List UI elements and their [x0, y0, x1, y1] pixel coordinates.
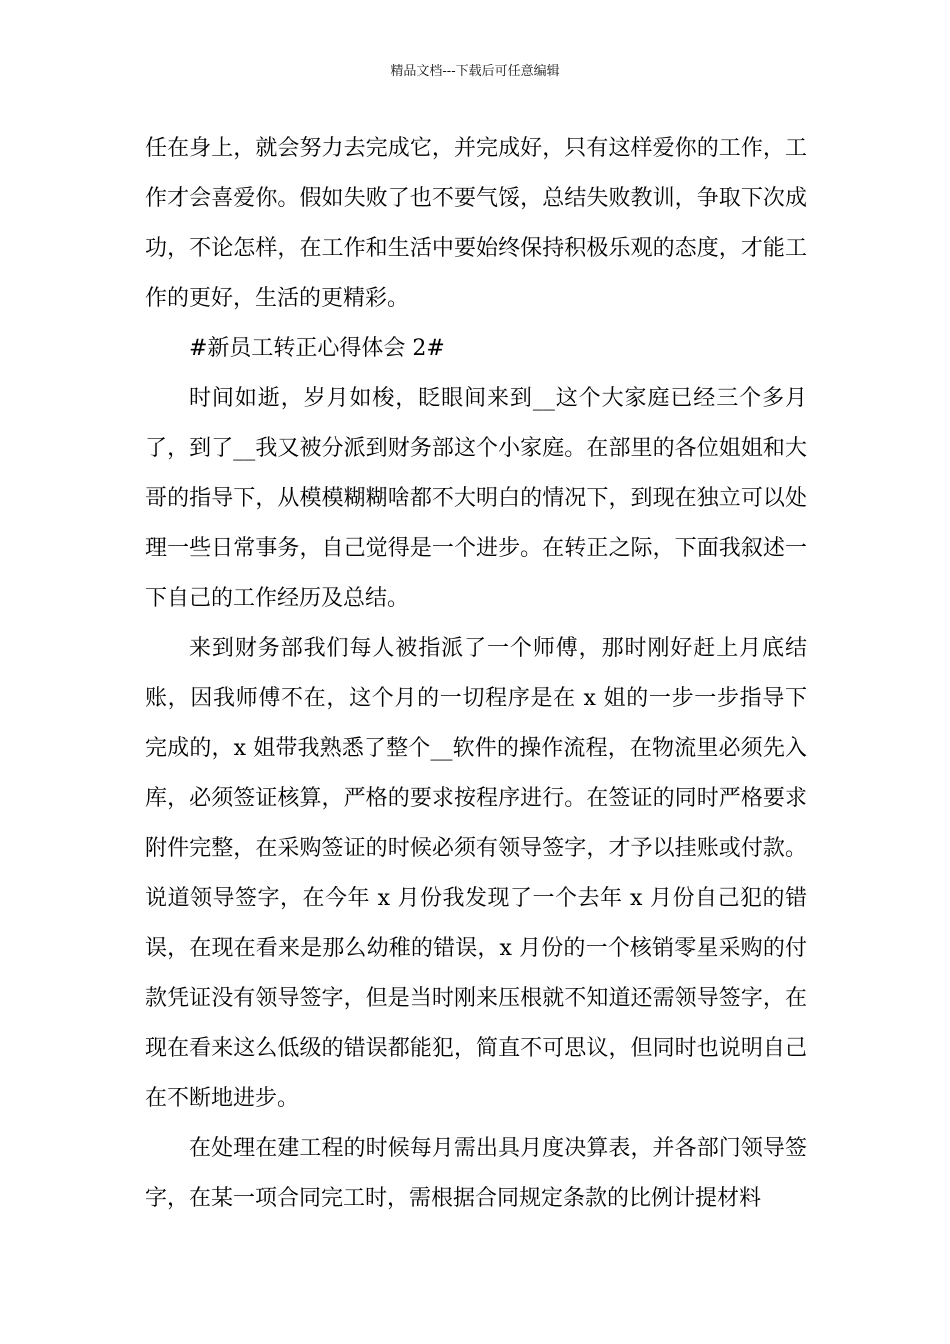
page-header: 精品文档---下载后可任意编辑: [390, 64, 560, 79]
paragraph-mentor: 来到财务部我们每人被指派了一个师傅，那时刚好赶上月底结账，因我师傅不在，这个月的一切程序是在 x 姐的一步一步指导下完成的，x 姐带我熟悉了整个__软件的操作流程，在物流里必须先入库，必须签证核算，严格的要求按程序进行。在签证的同时严格要求附件完整，在采购签证的时候必须有领导签字，才予以挂账或付款。说道领导签字，在今年 x 月份我发现了一个去年 x 月份自己犯的错误，在现在看来是那么幼稚的错误，x 月份的一个核销零星采购的付款凭证没有领导签字，但是当时刚来压根就不知道还需领导签字，在现在看来这么低级的错误都能犯，简直不可思议，但同时也说明自己在不断地进步。: [145, 636, 807, 1111]
section-heading: #新员工转正心得体会 2#: [189, 336, 445, 361]
paragraph-construction: 在处理在建工程的时候每月需出具月度决算表，并各部门领导签字，在某一项合同完工时，需根据合同规定条款的比例计提材料: [145, 1136, 807, 1211]
document-body: [145, 124, 807, 1224]
paragraph-continuation: 任在身上，就会努力去完成它，并完成好，只有这样爱你的工作，工作才会喜爱你。假如失败了也不要气馁，总结失败教训，争取下次成功，不论怎样，在工作和生活中要始终保持积极乐观的态度，才能工作的更好，生活的更精彩。: [145, 136, 807, 311]
paragraph-intro: 时间如逝，岁月如梭，眨眼间来到__这个大家庭已经三个多月了，到了__我又被分派到财务部这个小家庭。在部里的各位姐姐和大哥的指导下，从模模糊糊啥都不大明白的情况下，到现在独立可以处理一些日常事务，自己觉得是一个进步。在转正之际，下面我叙述一下自己的工作经历及总结。: [145, 386, 807, 611]
